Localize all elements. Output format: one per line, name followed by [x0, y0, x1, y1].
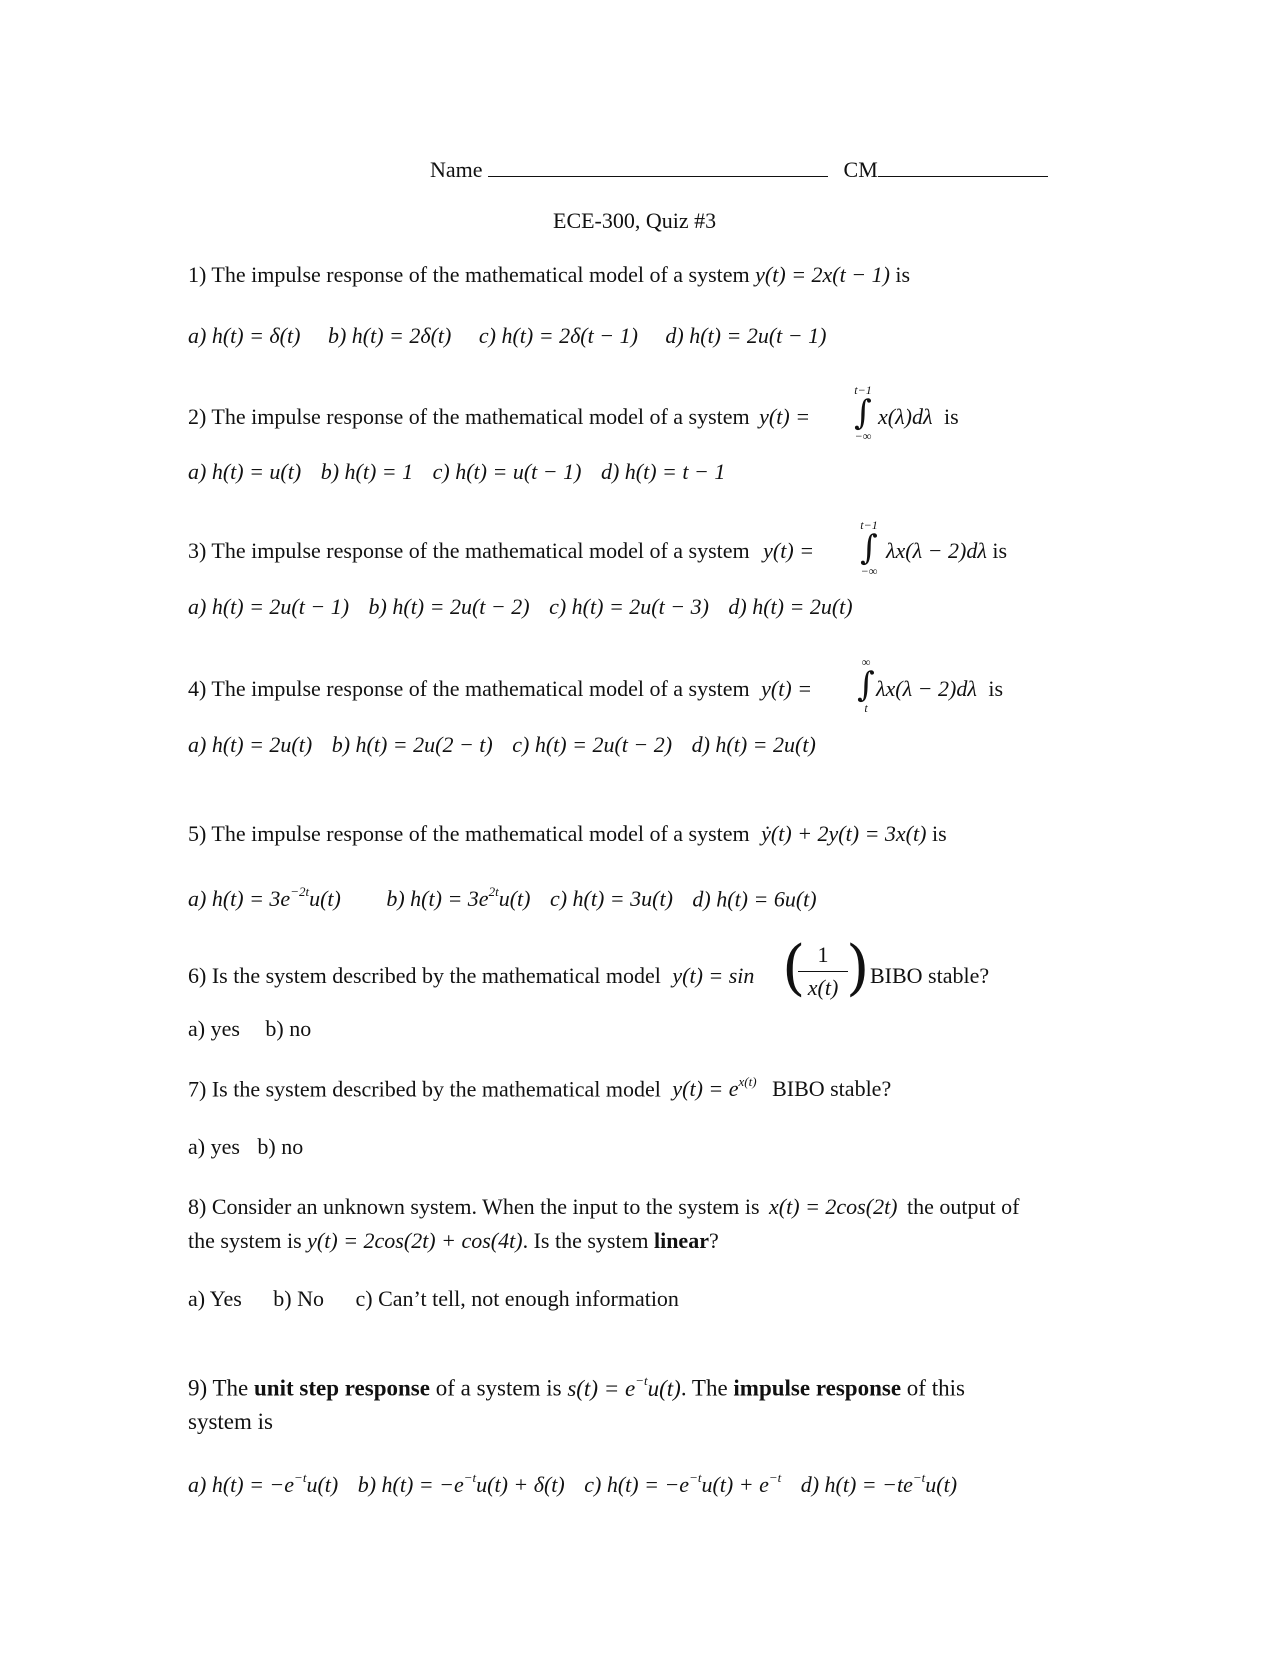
question-3-suffix: is: [992, 538, 1008, 563]
quiz-title: ECE-300, Quiz #3: [553, 208, 717, 233]
question-4-integral: [854, 656, 878, 714]
question-9-text-4: of this: [906, 1375, 965, 1401]
q2-option-c[interactable]: c) h(t) = u(t − 1): [432, 459, 582, 484]
question-5-model: ẏ(t) + 2y(t) = 3x(t): [761, 821, 927, 846]
q1-option-d[interactable]: d) h(t) = 2u(t − 1): [665, 323, 827, 348]
q8-option-c[interactable]: c) Can’t tell, not enough information: [355, 1286, 679, 1311]
question-9-text-1: 9) The: [188, 1375, 249, 1401]
question-3-options: [188, 596, 853, 618]
q1-option-a[interactable]: a) h(t) = δ(t): [188, 323, 301, 348]
q7-option-a[interactable]: a) yes: [188, 1134, 240, 1159]
question-6: [188, 965, 754, 987]
q3-option-c[interactable]: c) h(t) = 2u(t − 3): [549, 594, 709, 619]
question-9-step: $s(t) = e^{-t}u(t)$: [567, 1373, 681, 1401]
question-7-text: 7) Is the system described by the mathematical model: [188, 1076, 661, 1102]
question-2-rhs: [878, 406, 959, 428]
question-6-fraction: [798, 942, 848, 1001]
q5-option-c[interactable]: c) h(t) = 3u(t): [549, 886, 673, 912]
q8-option-b[interactable]: b) No: [273, 1286, 325, 1311]
cm-blank[interactable]: [878, 156, 1048, 177]
question-6-text: 6) Is the system described by the mathematical model: [188, 963, 661, 988]
q9-option-c[interactable]: c) $h(t) = -e^{-t}u(t) + e^{-t}$: [584, 1470, 782, 1498]
q9-option-b[interactable]: b) $h(t) = -e^{-t}u(t) + \delta(t)$: [357, 1470, 565, 1498]
q2-lower-limit: −∞: [854, 429, 872, 443]
question-2-lhs: y(t) =: [759, 404, 811, 429]
q2-option-a[interactable]: a) h(t) = u(t): [188, 459, 302, 484]
q6-numerator: 1: [798, 942, 848, 972]
question-4-integrand: λx(λ − 2)dλ: [876, 676, 977, 701]
question-9-bold-1: unit step response: [254, 1375, 430, 1401]
q9-option-a[interactable]: a) $h(t) = -e^{-t}u(t)$: [188, 1470, 339, 1498]
question-3-integrand: λx(λ − 2)dλ: [886, 538, 987, 563]
question-8-mid: . Is the system: [522, 1228, 649, 1253]
question-7-model: $y(t) = e^{x(t)}$: [672, 1074, 757, 1102]
q8-option-a[interactable]: a) Yes: [188, 1286, 242, 1311]
q4-option-b[interactable]: b) h(t) = 2u(2 − t): [331, 732, 493, 757]
q1-option-c[interactable]: c) h(t) = 2δ(t − 1): [478, 323, 638, 348]
question-9-bold-2: impulse response: [733, 1375, 902, 1401]
question-8-linear: linear: [653, 1228, 709, 1253]
left-paren-icon: (: [782, 933, 806, 1003]
integral-sign-icon: ∫: [857, 665, 875, 705]
question-8-text: 8) Consider an unknown system. When the input to the system is: [188, 1194, 760, 1219]
question-1-model: y(t) = 2x(t − 1): [755, 262, 890, 287]
question-4: [188, 678, 812, 700]
question-3-rhs: [886, 540, 1007, 562]
q3-option-a[interactable]: a) h(t) = 2u(t − 1): [188, 594, 350, 619]
question-9-options: [188, 1470, 958, 1498]
question-8-end: ?: [708, 1228, 719, 1253]
q7-option-b[interactable]: b) no: [257, 1134, 304, 1159]
question-5-text: 5) The impulse response of the mathematical model of a system: [188, 821, 750, 846]
q2-option-b[interactable]: b) h(t) = 1: [320, 459, 414, 484]
question-2: [188, 406, 810, 428]
q4-upper-limit: ∞: [861, 655, 871, 669]
question-2-integral: [851, 384, 875, 442]
q2-option-d[interactable]: d) h(t) = t − 1: [600, 459, 726, 484]
q4-option-a[interactable]: a) h(t) = 2u(t): [188, 732, 313, 757]
question-8-options: [188, 1288, 679, 1310]
question-4-rhs: [876, 678, 1003, 700]
question-7: [188, 1074, 892, 1102]
question-9-text-3: . The: [680, 1375, 728, 1401]
question-3-integral: [857, 519, 881, 577]
q6-denominator: x(t): [807, 975, 839, 1000]
name-label: Name: [430, 157, 483, 182]
question-6-lhs: y(t) = sin: [672, 963, 755, 988]
q5-option-a[interactable]: a) $h(t) = 3e^{-2t}u(t)$: [188, 884, 341, 912]
question-5: [188, 823, 947, 845]
question-8-input: x(t) = 2cos(2t): [769, 1194, 898, 1219]
question-4-lhs: y(t) =: [761, 676, 813, 701]
right-paren-icon: ): [846, 933, 870, 1003]
question-4-text: 4) The impulse response of the mathematical model of a system: [188, 676, 750, 701]
name-blank[interactable]: [488, 156, 828, 177]
name-line: [430, 156, 1048, 181]
q3-lower-limit: −∞: [860, 564, 878, 578]
question-1-options: [188, 325, 826, 347]
question-9-text-2: of a system is: [435, 1375, 562, 1401]
question-8-output: y(t) = 2cos(2t) + cos(4t): [307, 1228, 523, 1253]
question-6-options: [188, 1018, 311, 1040]
q6-option-b[interactable]: b) no: [265, 1016, 312, 1041]
question-9-line-1: [188, 1373, 965, 1401]
q3-option-d[interactable]: d) h(t) = 2u(t): [728, 594, 853, 619]
q5-option-d[interactable]: d) h(t) = 6u(t): [692, 886, 817, 912]
question-4-suffix: is: [988, 676, 1004, 701]
question-4-options: [188, 734, 816, 756]
q4-lower-limit: t: [864, 701, 868, 715]
question-1-suffix: is: [895, 262, 911, 287]
integral-sign-icon: ∫: [854, 393, 872, 433]
question-1-text: 1) The impulse response of the mathematical model of a system: [188, 262, 750, 287]
question-2-options: [188, 461, 725, 483]
question-3: [188, 540, 814, 562]
question-5-options: [188, 884, 817, 912]
q3-upper-limit: t−1: [860, 518, 878, 532]
q9-option-d[interactable]: d) $h(t) = -te^{-t}u(t)$: [800, 1470, 958, 1498]
integral-sign-icon: ∫: [860, 528, 878, 568]
q2-upper-limit: t−1: [854, 383, 872, 397]
q5-option-b[interactable]: b) $h(t) = 3e^{2t}u(t)$: [386, 884, 531, 912]
question-7-suffix: BIBO stable?: [772, 1076, 892, 1102]
question-7-options: [188, 1136, 303, 1158]
question-3-text: 3) The impulse response of the mathematical model of a system: [188, 538, 750, 563]
q6-option-a[interactable]: a) yes: [188, 1016, 240, 1041]
question-2-integrand: x(λ)dλ: [878, 404, 933, 429]
question-2-text: 2) The impulse response of the mathematical model of a system: [188, 404, 750, 429]
question-5-suffix: is: [931, 821, 947, 846]
q4-option-c[interactable]: c) h(t) = 2u(t − 2): [512, 732, 673, 757]
question-8-line-2: [188, 1230, 719, 1252]
q1-option-b[interactable]: b) h(t) = 2δ(t): [327, 323, 452, 348]
question-8-prefix: the system is: [188, 1228, 302, 1253]
question-8-suffix: the output of: [907, 1194, 1020, 1219]
q4-option-d[interactable]: d) h(t) = 2u(t): [691, 732, 816, 757]
question-8-line-1: [188, 1196, 1019, 1218]
question-2-suffix: is: [943, 404, 959, 429]
cm-label: CM: [843, 157, 878, 182]
question-6-suffix: BIBO stable?: [870, 963, 990, 988]
question-9-line-2: system is: [188, 1409, 273, 1434]
question-3-lhs: y(t) =: [763, 538, 815, 563]
q3-option-b[interactable]: b) h(t) = 2u(t − 2): [368, 594, 530, 619]
question-1: [188, 264, 910, 286]
